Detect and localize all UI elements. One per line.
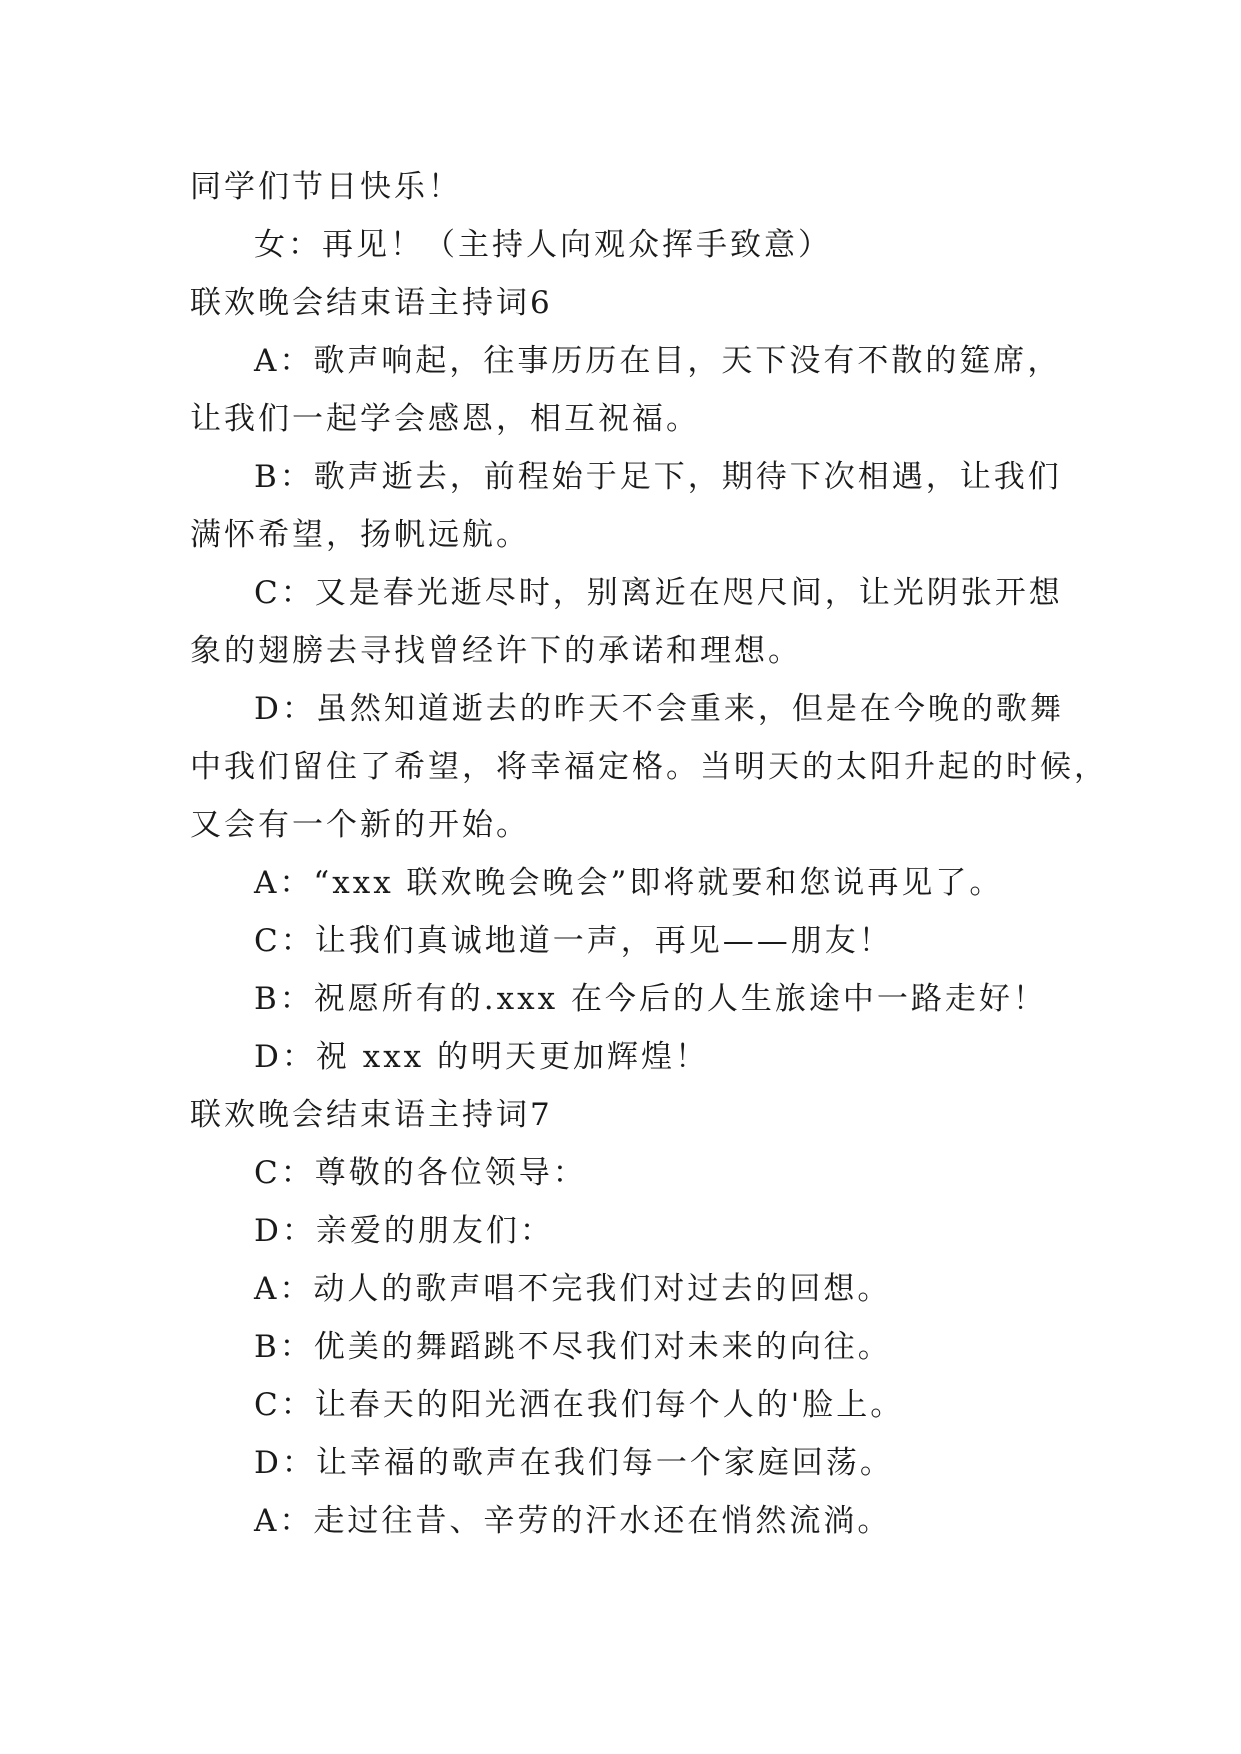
paragraph-line: C：让我们真诚地道一声，再见——朋友！ [254, 923, 893, 959]
section-heading: 联欢晚会结束语主持词7 [190, 1097, 553, 1133]
paragraph-line: 同学们节日快乐！ [190, 169, 462, 205]
document-body [190, 158, 1108, 1550]
paragraph-line: D：让幸福的歌声在我们每一个家庭回荡。 [254, 1445, 894, 1481]
paragraph-line: 满怀希望，扬帆远航。 [190, 517, 530, 553]
paragraph-line: 让我们一起学会感恩，相互祝福。 [190, 401, 700, 437]
paragraph-line: D：虽然知道逝去的昨天不会重来，但是在今晚的歌舞 [254, 691, 1064, 727]
paragraph-line: A：动人的歌声唱不完我们对过去的回想。 [254, 1271, 892, 1307]
paragraph-line: B：优美的舞蹈跳不尽我们对未来的向往。 [254, 1329, 892, 1365]
paragraph-line: C：又是春光逝尽时，别离近在咫尺间，让光阴张开想 [254, 575, 1063, 611]
paragraph-line: D：亲爱的朋友们： [254, 1213, 554, 1249]
paragraph-line: C：尊敬的各位领导： [254, 1155, 587, 1191]
paragraph-line: 中我们留住了希望，将幸福定格。当明天的太阳升起的时候， [190, 749, 1108, 785]
section-heading: 联欢晚会结束语主持词6 [190, 285, 553, 321]
paragraph-line: B：祝愿所有的.xxx 在今后的人生旅途中一路走好！ [254, 981, 1047, 1017]
paragraph-line: A：“xxx 联欢晚会晚会”即将就要和您说再见了。 [254, 865, 1004, 901]
paragraph-line: D：祝 xxx 的明天更加辉煌！ [254, 1039, 710, 1075]
paragraph-line: A：走过往昔、辛劳的汗水还在悄然流淌。 [254, 1503, 892, 1539]
paragraph-line: 又会有一个新的开始。 [190, 807, 530, 843]
paragraph-line: B：歌声逝去，前程始于足下，期待下次相遇，让我们 [254, 459, 1062, 495]
paragraph-line: C：让春天的阳光洒在我们每个人的'脸上。 [254, 1387, 905, 1423]
paragraph-line: A：歌声响起，往事历历在目，天下没有不散的筵席， [254, 343, 1062, 379]
paragraph-line: 女：再见！（主持人向观众挥手致意） [254, 227, 832, 263]
paragraph-line: 象的翅膀去寻找曾经许下的承诺和理想。 [190, 633, 802, 669]
